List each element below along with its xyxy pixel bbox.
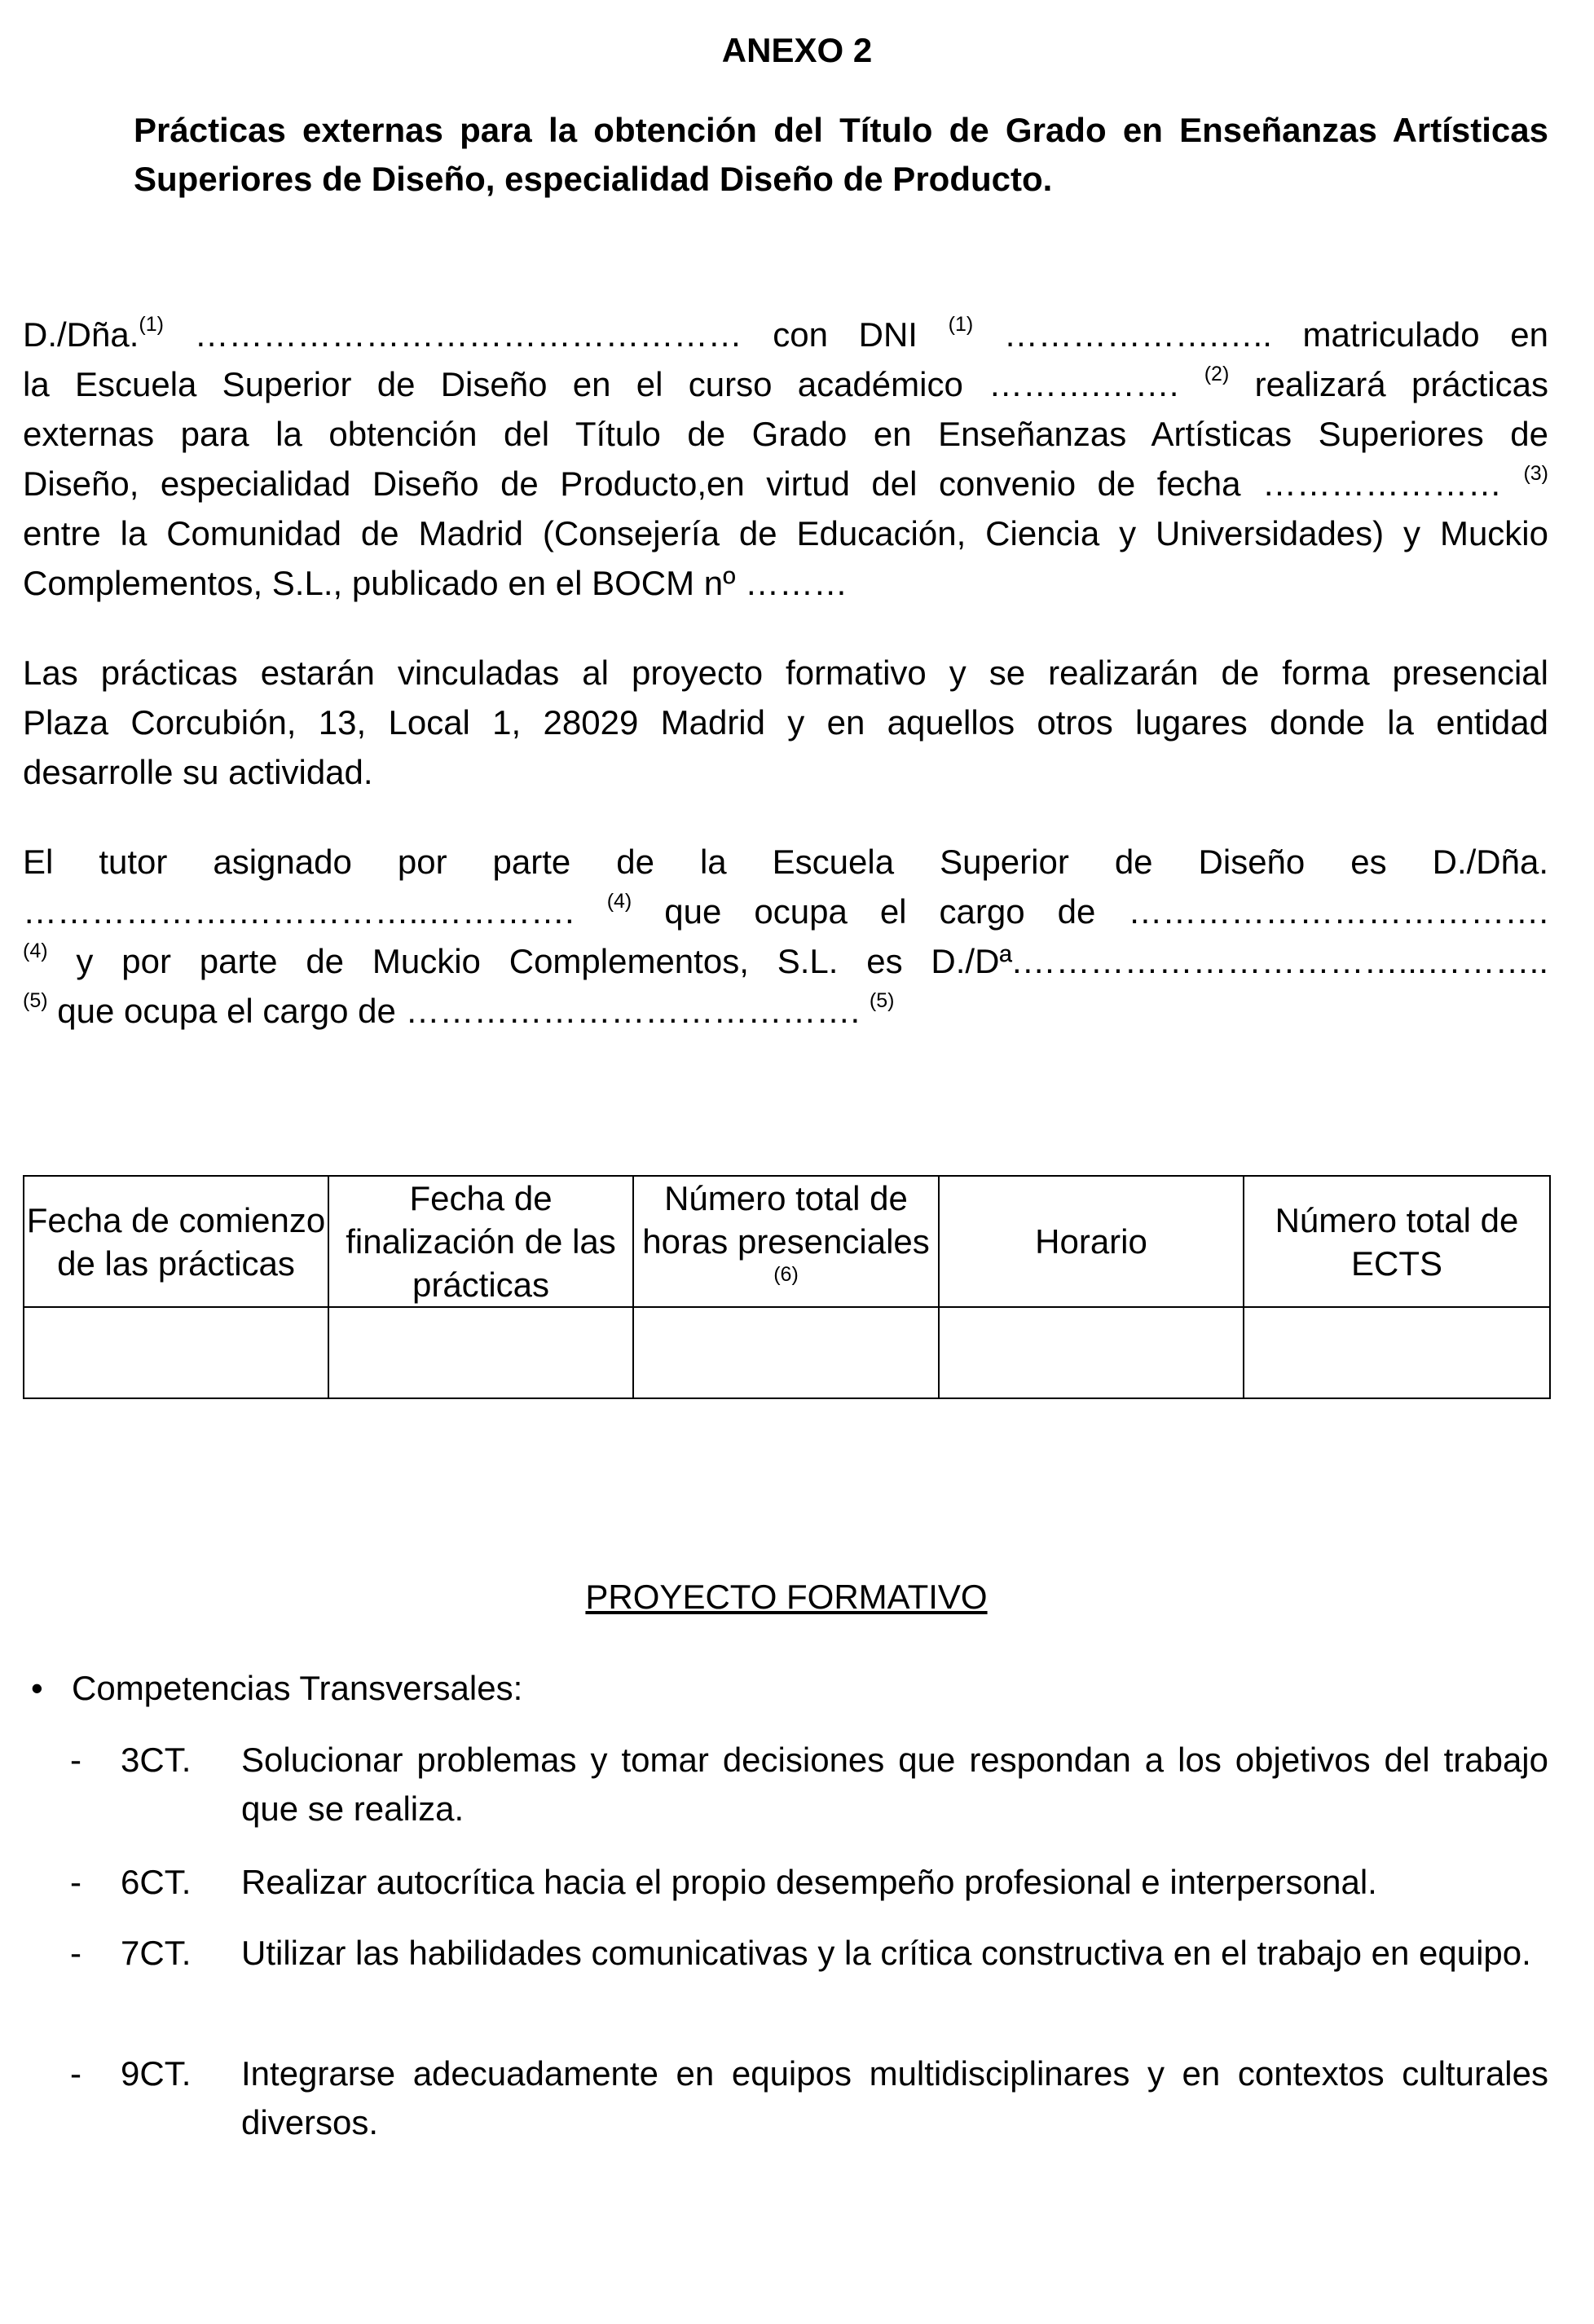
competency-code: 9CT. bbox=[121, 2054, 192, 2093]
competency-text: Utilizar las habilidades comunicativas y la crítica constructiva en el trabajo en equipo. bbox=[241, 1934, 1531, 1972]
competency-code: 3CT. bbox=[121, 1741, 192, 1779]
competency-text: Solucionar problemas y tomar decisiones que respondan a los objetivos del trabajo que se realiza. bbox=[241, 1741, 1548, 1828]
dash-icon: - bbox=[70, 1863, 81, 1901]
competency-text: Realizar autocrítica hacia el propio desempeño profesional e interpersonal. bbox=[241, 1863, 1377, 1901]
para1-line5: entre la Comunidad de Madrid (Consejería de Educación, Ciencia y Universidades) y Muckio bbox=[23, 514, 1548, 552]
practices-table bbox=[23, 1175, 1551, 1399]
para2-line2: Plaza Corcubión, 13, Local 1, 28029 Madrid y en aquellos otros lugares donde la entidad bbox=[23, 703, 1548, 742]
bullet-icon: • bbox=[31, 1669, 43, 1707]
competency-text: Integrarse adecuadamente en equipos multidisciplinares y en contextos culturales diversos. bbox=[241, 2054, 1548, 2141]
header-start-date: Fecha de comienzo de las prácticas bbox=[24, 1176, 328, 1307]
header-schedule: Horario bbox=[939, 1176, 1244, 1307]
header-total-hours: Número total de horas presenciales $^{(6)}$ bbox=[633, 1176, 939, 1307]
para3-line4: $^{(5)}$ que ocupa el cargo de …………………………………. $^{(5)}$ bbox=[23, 989, 895, 1030]
section-title: PROYECTO FORMATIVO bbox=[585, 1578, 988, 1616]
para1-line3: externas para la obtención del Título de Grado en Enseñanzas Artísticas Superiores de bbox=[23, 415, 1548, 453]
dash-icon: - bbox=[70, 1741, 81, 1779]
competencies-label: Competencias Transversales: bbox=[72, 1669, 523, 1707]
table-row bbox=[24, 1307, 1550, 1398]
cell-total-hours bbox=[633, 1307, 939, 1398]
header-total-ects: Número total de ECTS bbox=[1244, 1176, 1550, 1307]
dash-icon: - bbox=[70, 1934, 81, 1972]
para1-line4: Diseño, especialidad Diseño de Producto,en virtud del convenio de fecha ………………… $^{(3)}$ bbox=[23, 462, 1548, 503]
cell-schedule bbox=[939, 1307, 1244, 1398]
para3-line3: $^{(4)}$ y por parte de Muckio Complementos, S.L. es D./Dª.……………………………...……….. bbox=[23, 940, 1548, 980]
table-header-row bbox=[24, 1176, 1550, 1307]
header-end-date: Fecha de finalización de las prácticas bbox=[328, 1176, 633, 1307]
para1-line2: la Escuela Superior de Diseño en el curso académico ……….……. $^{(2)}$ realizará prácticas bbox=[23, 363, 1548, 403]
competency-code: 6CT. bbox=[121, 1863, 192, 1901]
para1-line1: D./Dña.$^{(1)}$ ………………………………………… con DNI $^{(1)}$ ……………….….. matriculado en bbox=[23, 313, 1548, 354]
para3-line2: ……………….……………..…………. $^{(4)}$ que ocupa el cargo de ………………………………. bbox=[23, 890, 1548, 931]
competency-code: 7CT. bbox=[121, 1934, 192, 1972]
cell-start-date bbox=[24, 1307, 328, 1398]
para1-line6: Complementos, S.L., publicado en el BOCM nº ……… bbox=[23, 564, 848, 602]
para3-line1: El tutor asignado por parte de la Escuela Superior de Diseño es D./Dña. bbox=[23, 843, 1548, 881]
cell-total-ects bbox=[1244, 1307, 1550, 1398]
document-subtitle: Prácticas externas para la obtención del Título de Grado en Enseñanzas Artísticas Superiores de Diseño, especialidad Diseño de Producto. bbox=[134, 111, 1548, 198]
dash-icon: - bbox=[70, 2054, 81, 2093]
cell-end-date bbox=[328, 1307, 633, 1398]
para2-line1: Las prácticas estarán vinculadas al proyecto formativo y se realizarán de forma presencial bbox=[23, 654, 1548, 692]
para2-line3: desarrolle su actividad. bbox=[23, 753, 373, 791]
annex-title: ANEXO 2 bbox=[721, 31, 873, 69]
